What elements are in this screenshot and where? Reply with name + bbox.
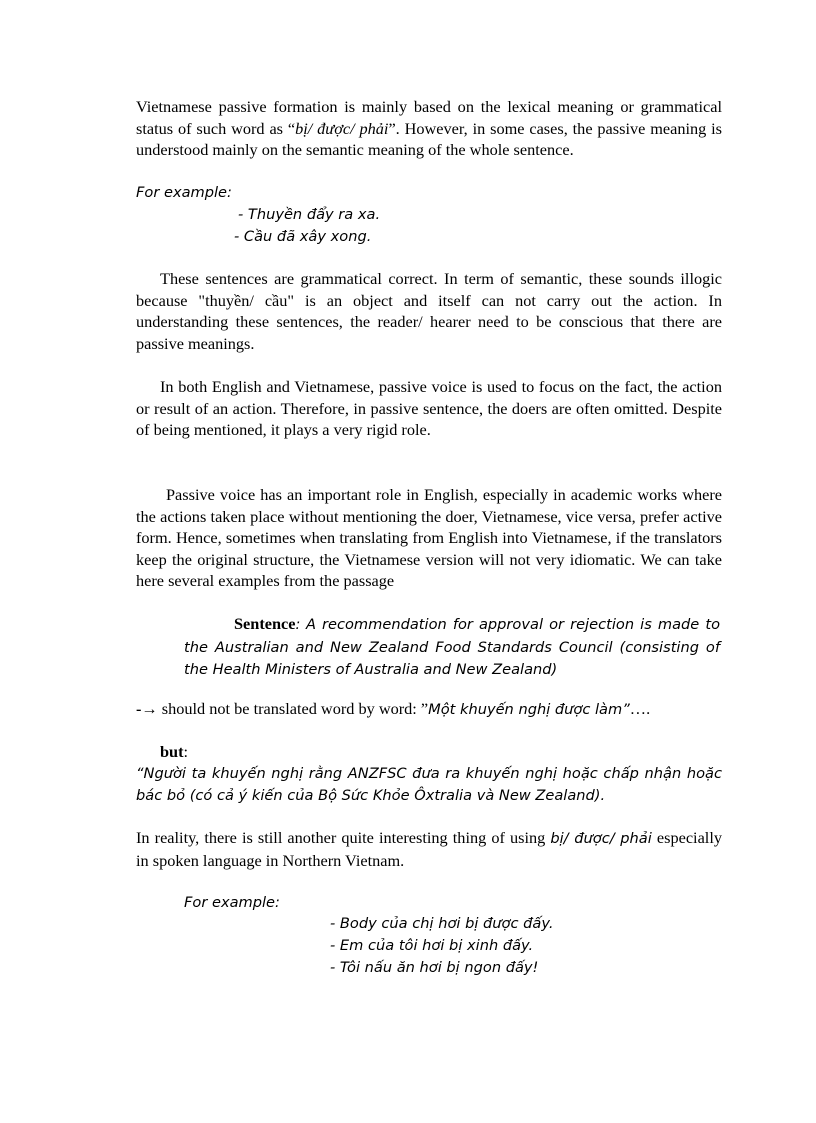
arrow-note-text: should not be translated word by word: ” <box>157 699 429 718</box>
but-colon: : <box>183 742 189 761</box>
vietnamese-translation: “Người ta khuyến nghị rằng ANZFSC đưa ra khuyến nghị hoặc chấp nhận hoặc bác bỏ (có cả ý kiến của Bộ Sức Khỏe Ôxtralia và New Zealand). <box>136 765 722 804</box>
but-word: but <box>160 742 184 761</box>
p5-text-a: In reality, there is still another quite interesting thing of using <box>136 828 551 847</box>
p5-text-b: especially in spoken language in Northern Vietnam. <box>136 828 722 870</box>
example-label-1: For example: <box>136 184 232 201</box>
paragraph-in-reality <box>136 827 722 871</box>
paragraph-grammatical-correct: These sentences are grammatical correct. In term of semantic, these sounds illogic because "thuyền/ cầu" is an object and itself can not carry out the action. In understanding these sentences, the reader/ hearer need to be conscious that there are passive meanings. <box>136 269 722 353</box>
example-2-line-1: - Body của chị hơi bị được đấy. <box>330 915 554 932</box>
sentence-label: Sentence <box>234 614 296 633</box>
p5-term: bị/ được/ phải <box>550 830 652 847</box>
sentence-text: A recommendation for approval or rejection is made to the Australian and New Zealand Food Standards Council (consisting of the Health Ministers of Australia and New Zealand) <box>184 616 720 678</box>
p1-term: bị/ được/ phải <box>295 118 389 138</box>
sentence-colon: : <box>295 616 301 633</box>
p1-text-b: ”. However, in some cases, the passive meaning is understood mainly on the semantic meaning of the whole sentence. <box>136 118 723 159</box>
arrow-note-ellipsis: …. <box>629 699 651 718</box>
arrow-note-vn: Một khuyến nghị được làm” <box>428 701 630 718</box>
sentence-quote <box>184 613 720 681</box>
but-label <box>160 741 188 763</box>
arrow-icon: -→ <box>136 699 158 718</box>
p1-text-a: Vietnamese passive formation is mainly based on the lexical meaning or grammatical status of such word as “ <box>136 97 722 138</box>
paragraph-passive-role: Passive voice has an important role in English, especially in academic works where the actions taken place without mentioning the doer, Vietnamese, vice versa, prefer active form. Hence, sometimes when translating from English into Vietnamese, if the translators keep the original structure, the Vietnamese version will not very idiomatic. We can take here several examples from the passage <box>136 485 722 590</box>
paragraph-passive-formation <box>136 96 722 161</box>
paragraph-both-languages: In both English and Vietnamese, passive voice is used to focus on the fact, the action or result of an action. Therefore, in passive sentence, the doers are often omitted. Despite of being mentioned, it plays a very rigid role. <box>136 377 722 439</box>
example-label-2: For example: <box>184 894 280 911</box>
example-1-line-2: - Cầu đã xây xong. <box>234 228 372 245</box>
example-1-line-1: - Thuyền đẩy ra xa. <box>238 206 381 223</box>
example-2-line-3: - Tôi nấu ăn hơi bị ngon đấy! <box>330 959 539 976</box>
example-2-line-2: - Em của tôi hơi bị xinh đấy. <box>330 937 534 954</box>
arrow-note <box>136 698 722 721</box>
